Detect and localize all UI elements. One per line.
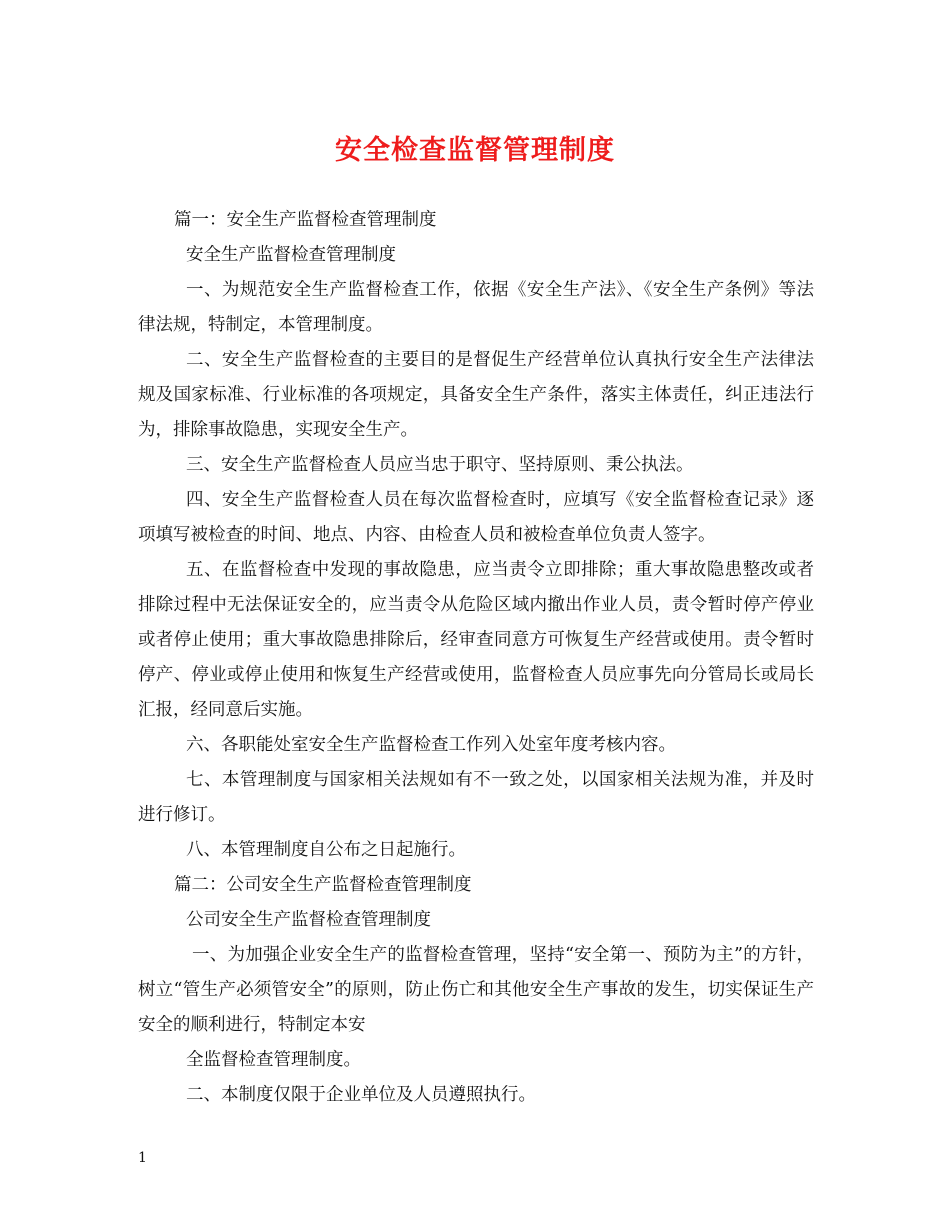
section-subtitle: 公司安全生产监督检查管理制度 xyxy=(186,910,431,930)
section-heading: 篇一：安全生产监督检查管理制度 xyxy=(174,210,437,230)
paragraph: 五、在监督检查中发现的事故隐患，应当责令立即排除；重大事故隐患整改或者排除过程中无法保证安全的，应当责令从危险区域内撤出作业人员，责令暂时停产停业或者停止使用；重大事故隐患排除后，经审查同意方可恢复生产经营或使用。责令暂时停产、停业或停止使用和恢复生产经营或使用，监督检查人员应事先向分管局长或局长汇报，经同意后实施。 xyxy=(138,560,814,720)
paragraph: 四、安全生产监督检查人员在每次监督检查时，应填写《安全监督检查记录》逐项填写被检查的时间、地点、内容、由检查人员和被检查单位负责人签字。 xyxy=(138,490,814,545)
paragraph: 六、各职能处室安全生产监督检查工作列入处室年度考核内容。 xyxy=(186,735,676,755)
paragraph: 二、本制度仅限于企业单位及人员遵照执行。 xyxy=(186,1085,536,1105)
paragraph: 二、安全生产监督检查的主要目的是督促生产经营单位认真执行安全生产法律法规及国家标准、行业标准的各项规定，具备安全生产条件，落实主体责任，纠正违法行为，排除事故隐患，实现安全生产。 xyxy=(138,350,814,440)
paragraph: 一、为规范安全生产监督检查工作，依据《安全生产法》、《安全生产条例》等法律法规，特制定，本管理制度。 xyxy=(138,280,814,335)
paragraph: 一、为加强企业安全生产的监督检查管理，坚持“安全第一、预防为主”的方针，树立“管生产必须管安全”的原则，防止伤亡和其他安全生产事故的发生，切实保证生产安全的顺利进行，特制定本安 xyxy=(138,945,814,1035)
page-number: 1 xyxy=(138,1150,147,1166)
document-body xyxy=(138,203,814,1113)
paragraph: 七、本管理制度与国家相关法规如有不一致之处，以国家相关法规为准，并及时进行修订。 xyxy=(138,770,814,825)
section-heading: 篇二：公司安全生产监督检查管理制度 xyxy=(174,875,472,895)
document-title: 安全检查监督管理制度 xyxy=(335,135,615,166)
paragraph: 八、本管理制度自公布之日起施行。 xyxy=(186,840,466,860)
section-subtitle: 安全生产监督检查管理制度 xyxy=(186,245,396,265)
paragraph-continuation: 全监督检查管理制度。 xyxy=(186,1050,361,1070)
paragraph: 三、安全生产监督检查人员应当忠于职守、坚持原则、秉公执法。 xyxy=(186,455,694,475)
